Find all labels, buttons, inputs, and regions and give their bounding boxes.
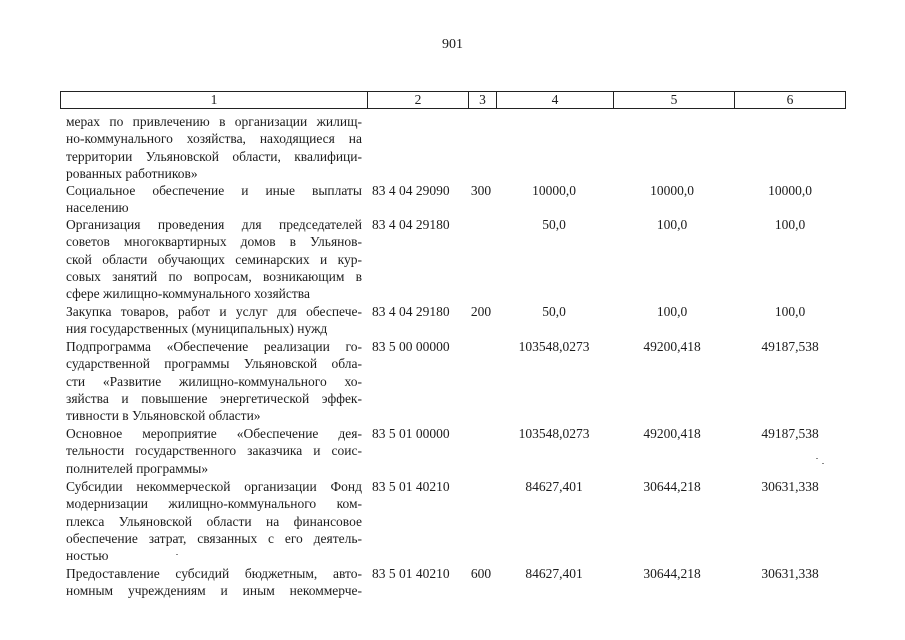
- amount-col4: 50,0: [542, 217, 566, 232]
- row-description: [66, 113, 362, 182]
- row-description: [66, 338, 362, 424]
- description-line: мерах по привлечению в организации жилищ-: [66, 114, 362, 129]
- header-cell-4: 4: [551, 92, 559, 107]
- amount-col4: 103548,0273: [518, 426, 590, 441]
- header-cell-3: 3: [479, 92, 486, 107]
- row-description: [66, 303, 362, 338]
- amount-col6: 10000,0: [768, 183, 812, 198]
- expense-type: 600: [470, 566, 492, 581]
- header-cell-5: 5: [670, 92, 678, 107]
- amount-col5: 10000,0: [650, 183, 694, 198]
- description-line: рованных работников»: [66, 165, 198, 181]
- amount-col6: 30631,338: [761, 566, 819, 581]
- amount-col6: 100,0: [774, 217, 806, 232]
- description-line: советов многоквартирных домов в Ульянов-: [66, 234, 362, 250]
- description-line: Закупка товаров, работ и услуг для обеспече-: [66, 304, 362, 319]
- expense-type: 200: [470, 304, 492, 319]
- amount-col6: 30631,338: [761, 479, 819, 494]
- description-line: населению: [66, 200, 129, 216]
- amount-col5: 30644,218: [643, 479, 701, 494]
- budget-code: 83 5 01 00000: [372, 426, 450, 441]
- description-line: Предоставление субсидий бюджетным, авто-: [66, 566, 362, 581]
- description-line: Основное мероприятие «Обеспечение дея-: [66, 426, 362, 441]
- amount-col5: 30644,218: [643, 566, 701, 581]
- amount-col4: 84627,401: [525, 479, 583, 494]
- header-cell-1: 1: [210, 92, 218, 107]
- description-line: Субсидии некоммерческой организации Фонд: [66, 479, 362, 494]
- expense-type: 300: [470, 183, 492, 198]
- description-line: обеспечение затрат, связанных с его деятель-: [66, 530, 362, 546]
- row-description: [66, 478, 362, 564]
- amount-col4: 50,0: [542, 304, 566, 319]
- description-line: ния государственных (муниципальных) нужд: [66, 321, 328, 337]
- description-line: модернизации жилищно-коммунального ком-: [66, 496, 362, 512]
- description-line: сударственной программы Ульяновской обла-: [66, 356, 362, 372]
- amount-col4: 103548,0273: [518, 339, 590, 354]
- budget-code: 83 5 00 00000: [372, 339, 450, 354]
- description-line: плекса Ульяновской области на финансовое: [66, 513, 362, 529]
- description-line: тельности государственного заказчика и соис-: [66, 443, 362, 459]
- description-line: тивности в Ульяновской области»: [66, 408, 261, 424]
- amount-col5: 100,0: [656, 217, 688, 232]
- budget-code: 83 5 01 40210: [372, 479, 450, 494]
- budget-code: 83 4 04 29090: [372, 183, 450, 198]
- description-line: Подпрограмма «Обеспечение реализации го-: [66, 339, 362, 354]
- scan-speck: [816, 458, 818, 459]
- scan-speck: [822, 463, 824, 464]
- header-cell-6: 6: [786, 92, 794, 107]
- amount-col6: 100,0: [774, 304, 806, 319]
- row-description: [66, 182, 362, 217]
- amount-col6: 49187,538: [761, 339, 819, 354]
- row-description: [66, 216, 362, 302]
- description-line: полнителей программы»: [66, 460, 209, 476]
- description-line: сти «Развитие жилищно-коммунального хо-: [66, 373, 362, 389]
- budget-code: 83 4 04 29180: [372, 217, 450, 232]
- header-cell-2: 2: [414, 92, 422, 107]
- amount-col4: 84627,401: [525, 566, 583, 581]
- row-description: [66, 565, 362, 600]
- budget-code: 83 4 04 29180: [372, 304, 450, 319]
- amount-col5: 49200,418: [643, 426, 701, 441]
- amount-col6: 49187,538: [761, 426, 819, 441]
- row-description: [66, 425, 362, 477]
- amount-col4: 10000,0: [532, 183, 576, 198]
- description-line: номным учреждениям и иным некоммерче-: [66, 583, 362, 599]
- description-line: ностью: [66, 548, 109, 564]
- description-line: ской области обучающих семинарских и кур-: [66, 251, 362, 267]
- description-line: Социальное обеспечение и иные выплаты: [66, 183, 362, 198]
- description-line: сфере жилищно-коммунального хозяйства: [66, 286, 310, 302]
- amount-col5: 49200,418: [643, 339, 701, 354]
- amount-col5: 100,0: [656, 304, 688, 319]
- description-line: но-коммунального хозяйства, находящиеся на: [66, 131, 362, 147]
- description-line: зяйства и повышение энергетической эффек-: [66, 390, 362, 406]
- description-line: территории Ульяновской области, квалифици-: [66, 148, 362, 164]
- description-line: Организация проведения для председателей: [66, 217, 362, 232]
- page-number: 901: [442, 37, 463, 52]
- description-line: совых занятий по вопросам, возникающим в: [66, 268, 362, 284]
- budget-code: 83 5 01 40210: [372, 566, 450, 581]
- scan-speck: [176, 554, 178, 555]
- table-header: [60, 91, 846, 109]
